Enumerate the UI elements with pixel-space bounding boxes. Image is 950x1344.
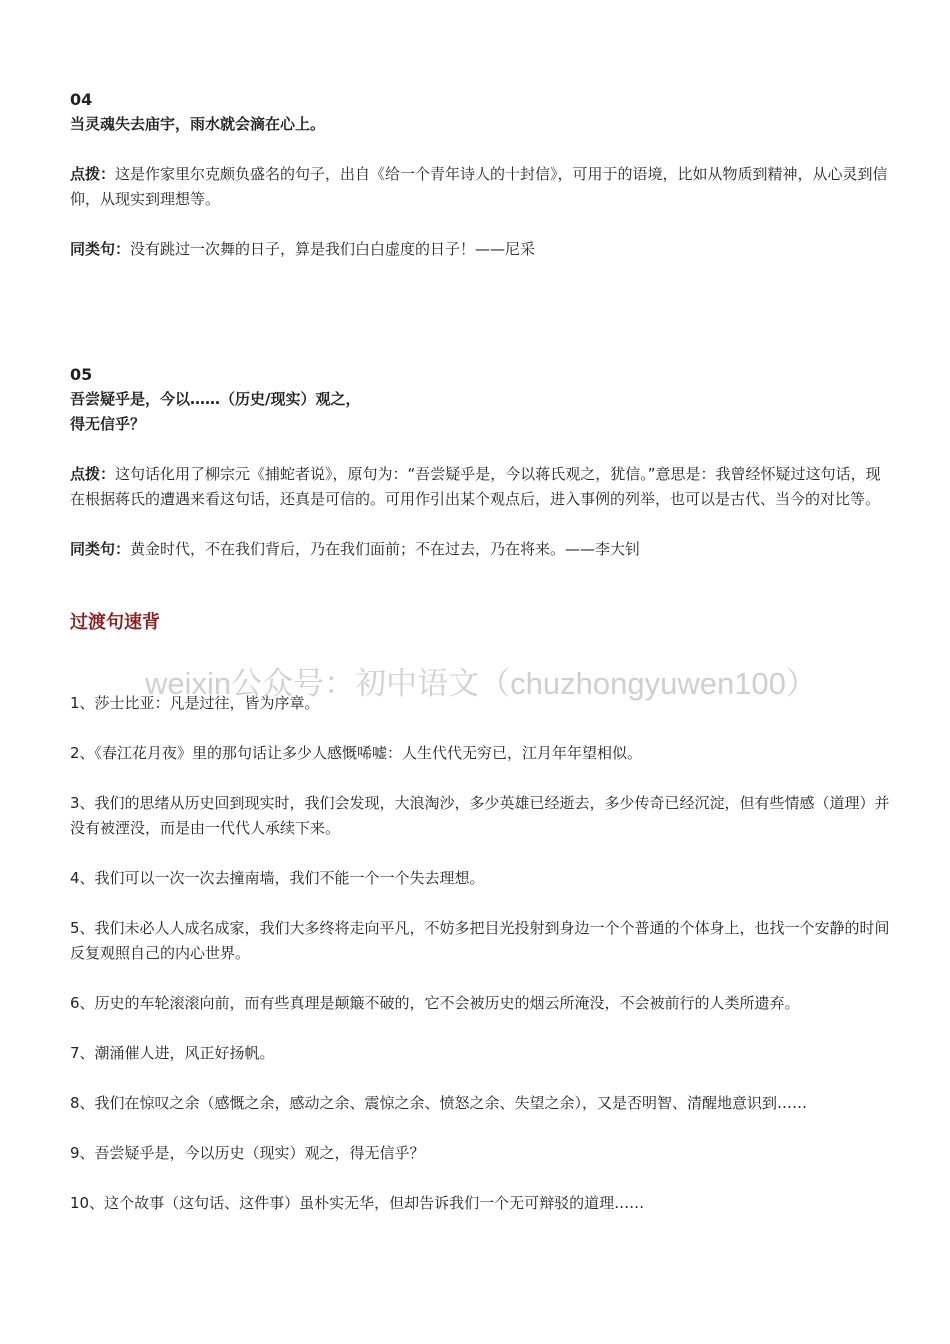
item-05-title-line1: 吾尝疑乎是，今以……（历史/现实）观之， xyxy=(70,390,361,408)
item-05-hint xyxy=(70,462,890,512)
similar-text: 没有跳过一次舞的日子，算是我们白白虚度的日子！——尼采 xyxy=(130,240,536,258)
hint-text: 这是作家里尔克颇负盛名的句子，出自《给一个青年诗人的十封信》，可用于的语境，比如从物质到精神，从心灵到信仰，从现实到理想等。 xyxy=(70,165,888,208)
list-item: 9、吾尝疑乎是，今以历史（现实）观之，得无信乎？ xyxy=(70,1144,425,1162)
hint-label: 点拨： xyxy=(70,465,116,483)
item-04-similar xyxy=(70,237,890,262)
list-item: 8、我们在惊叹之余（感慨之余，感动之余、震惊之余、愤怒之余、失望之余），又是否明智、清醒地意识到…… xyxy=(70,1094,808,1112)
item-04-number: 04 xyxy=(70,90,93,109)
similar-text: 黄金时代，不在我们背后，乃在我们面前；不在过去，乃在将来。——李大钊 xyxy=(130,540,641,558)
list-item: 5、我们未必人人成名成家，我们大多终将走向平凡，不妨多把目光投射到身边一个个普通的个体身上，也找一个安静的时间反复观照自己的内心世界。 xyxy=(70,919,890,962)
hint-label: 点拨： xyxy=(70,165,116,183)
transition-list xyxy=(70,691,890,1216)
list-item: 1、莎士比亚：凡是过往，皆为序章。 xyxy=(70,694,320,712)
item-05-similar xyxy=(70,537,890,562)
item-04-hint xyxy=(70,162,890,212)
list-item: 10、这个故事（这句话、这件事）虽朴实无华，但却告诉我们一个无可辩驳的道理…… xyxy=(70,1194,645,1212)
list-item: 2、《春江花月夜》里的那句话让多少人感慨唏嘘：人生代代无穷已，江月年年望相似。 xyxy=(70,744,643,762)
item-05-number: 05 xyxy=(70,365,93,384)
watermark: weixin公众号：初中语文（chuzhongyuwen100） xyxy=(145,666,817,701)
similar-label: 同类句： xyxy=(70,240,131,258)
document-page xyxy=(70,88,890,1216)
list-item: 3、我们的思绪从历史回到现实时，我们会发现，大浪淘沙，多少英雄已经逝去，多少传奇已经沉淀，但有些情感（道理）并没有被湮没，而是由一代代人承续下来。 xyxy=(70,794,890,837)
list-item: 4、我们可以一次一次去撞南墙，我们不能一个一个失去理想。 xyxy=(70,869,485,887)
section-title-transitions: 过渡句速背 xyxy=(70,612,160,633)
hint-text: 这句话化用了柳宗元《捕蛇者说》，原句为：“吾尝疑乎是，今以蒋氏观之，犹信。”意思是：我曾经怀疑过这句话，现在根据蒋氏的遭遇来看这句话，还真是可信的。可用作引出某个观点后，进入事例的列举，也可以是古代、当今的对比等。 xyxy=(70,465,881,508)
list-item: 7、潮涌催人进，风正好扬帆。 xyxy=(70,1044,275,1062)
item-04-title: 当灵魂失去庙宇，雨水就会滴在心上。 xyxy=(70,115,326,133)
list-item: 6、历史的车轮滚滚向前，而有些真理是颠簸不破的，它不会被历史的烟云所淹没，不会被前行的人类所遗弃。 xyxy=(70,994,800,1012)
item-05-title-line2: 得无信乎？ xyxy=(70,415,146,433)
similar-label: 同类句： xyxy=(70,540,131,558)
